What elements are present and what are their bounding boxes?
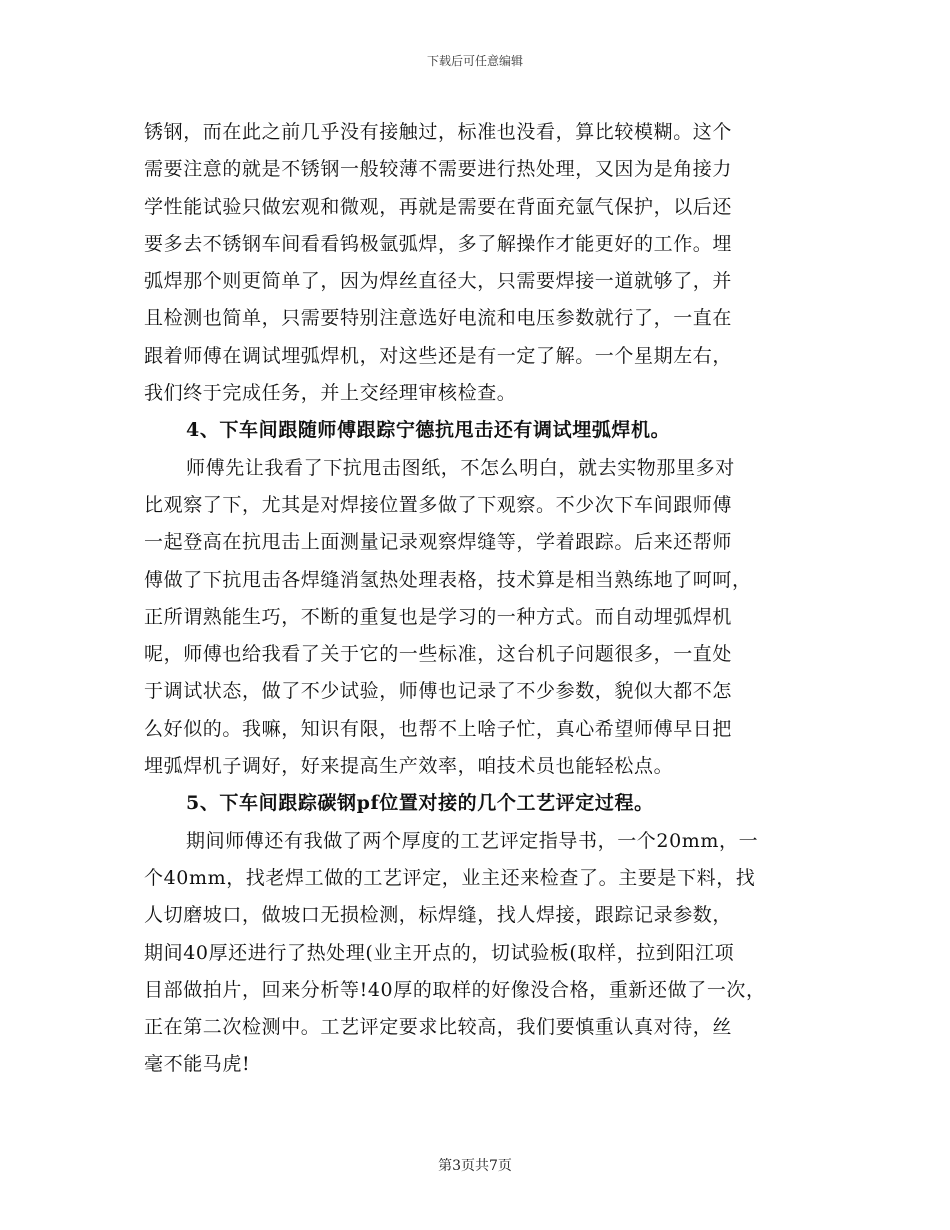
text-line: 目部做拍片，回来分析等!40厚的取样的好像没合格，重新还做了一次， <box>144 978 766 1001</box>
page-footer: 第3页共7页 <box>438 1158 512 1174</box>
text-line: 埋弧焊机子调好，好来提高生产效率，咱技术员也能轻松点。 <box>144 755 674 778</box>
section-heading: 4、下车间跟随师傅跟踪宁德抗甩击还有调试埋弧焊机。 <box>186 419 671 442</box>
text-line: 正所谓熟能生巧，不断的重复也是学习的一种方式。而自动埋弧焊机 <box>144 605 733 628</box>
text-line: 学性能试验只做宏观和微观，再就是需要在背面充氩气保护，以后还 <box>144 195 733 218</box>
text-line: 锈钢，而在此之前几乎没有接触过，标准也没看，算比较模糊。这个 <box>144 121 733 143</box>
text-line: 跟着师傅在调试埋弧焊机，对这些还是有一定了解。一个星期左右， <box>144 344 733 367</box>
text-line: 于调试状态，做了不少试验，师傅也记录了不少参数，貌似大都不怎 <box>144 680 733 703</box>
section-heading: 5、下车间跟踪碳钢pf位置对接的几个工艺评定过程。 <box>186 792 654 815</box>
text-line: 一起登高在抗甩击上面测量记录观察焊缝等，学着跟踪。后来还帮师 <box>144 531 733 554</box>
text-line: 傅做了下抗甩击各焊缝消氢热处理表格，技术算是相当熟练地了呵呵， <box>144 568 752 591</box>
text-line: 比观察了下，尤其是对焊接位置多做了下观察。不少次下车间跟师傅 <box>144 493 733 516</box>
text-line: 师傅先让我看了下抗甩击图纸，不怎么明白，就去实物那里多对 <box>186 456 735 479</box>
text-line: 我们终于完成任务，并上交经理审核检查。 <box>144 382 517 405</box>
text-line: 人切磨坡口，做坡口无损检测，标焊缝，找人焊接，跟踪记录参数， <box>144 904 733 927</box>
text-line: 呢，师傅也给我看了关于它的一些标准，这台机子问题很多，一直处 <box>144 643 733 666</box>
text-line: 期间40厚还进行了热处理(业主开点的，切试验板(取样，拉到阳江项 <box>144 941 735 964</box>
text-line: 弧焊那个则更简单了，因为焊丝直径大，只需要焊接一道就够了，并 <box>144 270 733 293</box>
document-body <box>144 114 824 1084</box>
text-line: 需要注意的就是不锈钢一般较薄不需要进行热处理，又因为是角接力 <box>144 158 733 181</box>
text-line: 要多去不锈钢车间看看钨极氩弧焊，多了解操作才能更好的工作。埋 <box>144 232 733 255</box>
page-header: 下载后可任意编辑 <box>426 54 523 68</box>
text-line: 毫不能马虎! <box>144 1053 251 1076</box>
text-line: 么好似的。我嘛，知识有限，也帮不上啥子忙，真心希望师傅早日把 <box>144 717 733 740</box>
text-line: 个40mm，找老焊工做的工艺评定，业主还来检查了。主要是下料，找 <box>144 866 756 889</box>
text-line: 期间师傅还有我做了两个厚度的工艺评定指导书，一个20mm，一 <box>186 829 759 852</box>
text-line: 正在第二次检测中。工艺评定要求比较高，我们要慎重认真对待，丝 <box>144 1016 733 1039</box>
text-line: 且检测也简单，只需要特别注意选好电流和电压参数就行了，一直在 <box>144 307 733 330</box>
